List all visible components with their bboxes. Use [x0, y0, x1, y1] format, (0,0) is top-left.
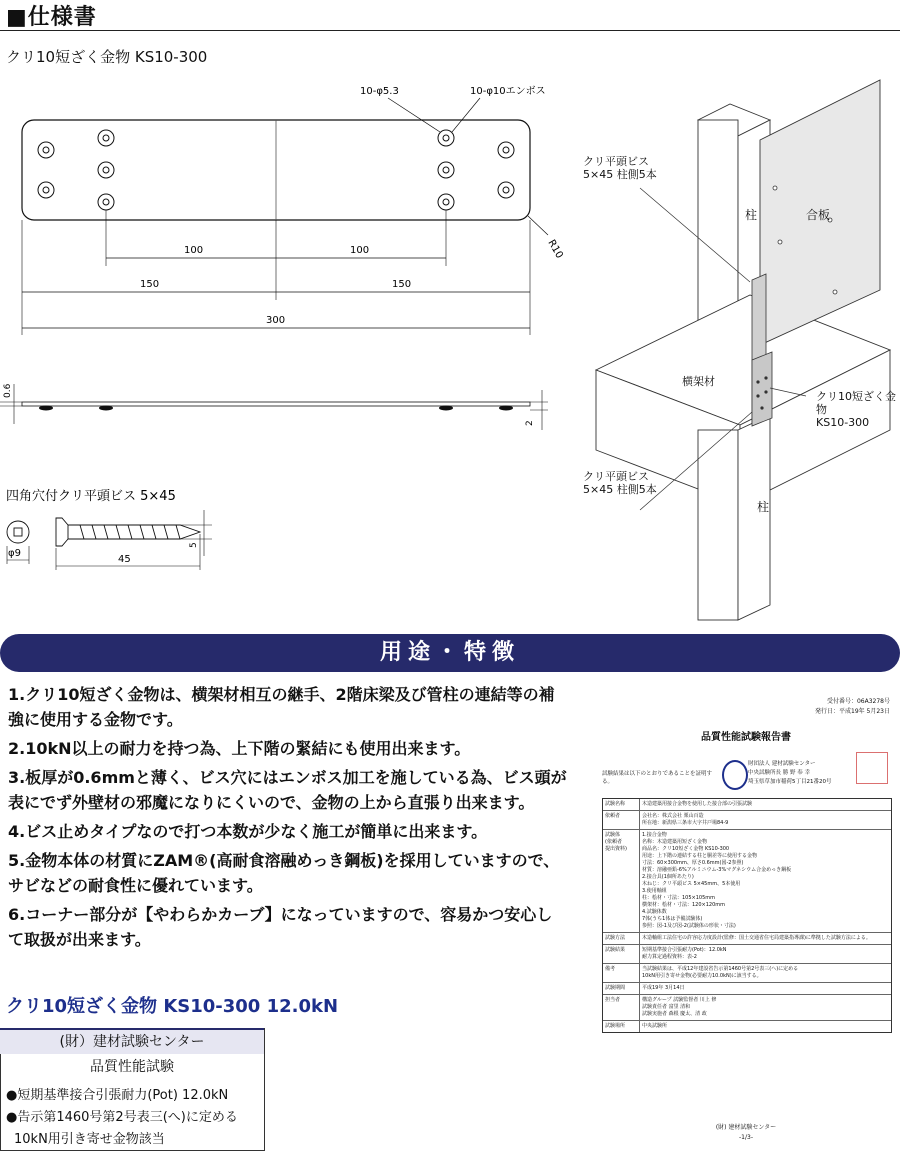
screw-title: 四角穴付クリ平頭ビス 5×45 — [6, 489, 176, 504]
report-ref-1: 受付番号：06A3278号 — [826, 698, 890, 705]
test-line-2: ●告示第1460号第2号表三(へ)に定める — [6, 1110, 238, 1125]
screw-head-dia: φ9 — [8, 548, 21, 559]
assembly-illustration — [580, 70, 900, 630]
dim-300: 300 — [266, 315, 286, 326]
report-intro: 試験結果は以下のとおりであることを証明する。 — [602, 771, 713, 785]
dim-150-right: 150 — [392, 279, 412, 290]
screw-bottom-label: クリ平頭ビス 5×45 柱側5本 — [583, 470, 657, 496]
report-row: 試験期間 平成19年 3月14日 — [603, 983, 891, 995]
screw-side-view — [56, 518, 200, 546]
report-footer: (財) 建材試験センター — [715, 1124, 777, 1131]
report-page: -1/3- — [739, 1134, 753, 1141]
dim-150-left: 150 — [140, 279, 160, 290]
test-report-document — [598, 690, 894, 1155]
test-org: (財）建材試験センター — [0, 1028, 264, 1054]
emboss-height-label: 2 — [525, 420, 535, 426]
test-line-1: ●短期基準接合引張耐力(Pot) 12.0kN — [6, 1088, 229, 1103]
test-line-3: 10kN用引き寄せ金物該当 — [14, 1132, 165, 1147]
report-row: 試験結果 短期基準接合引張耐力(Pot)：12.0kN 耐力算定過程資料：表-2 — [603, 945, 891, 964]
features-list — [8, 682, 568, 956]
emboss-label: 10-φ10エンボス — [470, 86, 546, 97]
radius-label: R10 — [545, 238, 565, 261]
plywood-label: 合板 — [806, 208, 831, 222]
strap-lower — [752, 352, 772, 426]
report-row: 試験方法 木造軸組工法住宅の許容応力度設計(監修：国土交通省住宅局建築指導課)に準拠した試験方法による。 — [603, 933, 891, 945]
report-row: 試験場所 中央試験所 — [603, 1021, 891, 1032]
plate-drawing — [0, 70, 580, 630]
feature-item: 4.ビス止めタイプなので打つ本数が少なく施工が簡単に出来ます。 — [8, 822, 488, 841]
screw-head-view — [7, 521, 29, 543]
right-holes — [438, 130, 514, 210]
feature-item: 5.金物本体の材質にZAM®(高耐食溶融めっき鋼板)を採用していますので、サビなどの耐食性に優れています。 — [8, 851, 560, 895]
beam-label: 横架材 — [682, 375, 715, 388]
features-banner-title: 用途・特徴 — [379, 640, 520, 665]
screw-length: 45 — [118, 554, 131, 565]
title-underline — [0, 30, 900, 31]
report-row: 担当者 構造グループ 試験監督者 川上 修 試験責任者 富里 清和 試験実施者 森根 慶太、清 政 — [603, 995, 891, 1021]
feature-item: 6.コーナー部分が【やわらかカーブ】になっていますので、容易かつ安心して取扱が出来ます。 — [8, 905, 553, 949]
feature-item: 1.クリ10短ざく金物は、横架材相互の継手、2階床梁及び管柱の連結等の補強に使用する金物です。 — [8, 685, 555, 729]
thickness-label: 0.6 — [3, 383, 13, 398]
report-row: 試験体 (依頼者 提出資料) 1.接合金物 名称：木造建築用短ざく金物 商品名：クリ10短ざく金物 KS10-300 用途：上下階の連結する柱と胴差等に使用する金物 寸法：60×300mm、厚さ0.6mm(図-2参照) 材質：溶融亜鉛-6%アルミニウム-3%マグネシウム合金めっき鋼板 2.接合具(1個所あたり) 木ねじ：クリ平頭ビス 5×45mm、5本使用 3.使用軸組 柱：桧材・寸法：105×105mm 横架材：桧材・寸法：120×120mm 4.試験体数 7体(うち1体は予備試験体) 参照：図-1及び図-2(試験体の形状・寸法) — [603, 830, 891, 933]
post-label-upper: 柱 — [745, 208, 758, 222]
hole-label: 10-φ5.3 — [360, 86, 399, 97]
report-ref-2: 発行日：平成19年 5月23日 — [815, 708, 890, 715]
issuer-logo-icon — [722, 760, 748, 790]
screw-top-label: クリ平頭ビス 5×45 柱側5本 — [583, 155, 657, 181]
feature-item: 2.10kN以上の耐力を持つ為、上下階の緊結にも使用出来ます。 — [8, 739, 471, 758]
feature-item: 3.板厚が0.6mmと薄く、ビス穴にはエンボス加工を施している為、ビス頭が表にでず外壁材の邪魔になりにくいので、金物の上から直張り出来ます。 — [8, 768, 567, 812]
post-label-lower: 柱 — [757, 500, 770, 514]
report-row: 備考 当試験結果は、平成12年建設省告示第1460号第2号表三(へ)に定める 10kN用引き寄せ金物(必要耐力10.0kN)に該当する。 — [603, 964, 891, 983]
report-issuer: 財団法人 建材試験センター 中央試験所長 勝 野 奉 幸 埼玉県草加市稲荷5丁目21番20号 — [748, 761, 832, 785]
report-row: 試験名称 木造建築用接合金物を使用した接合部の引張試験 — [603, 799, 891, 811]
official-seal-icon — [856, 752, 888, 784]
section-title: ■仕様書 — [6, 5, 97, 30]
plate-side-view — [22, 402, 530, 406]
product-subtitle: クリ10短ざく金物 KS10-300 — [6, 48, 208, 66]
left-holes — [38, 130, 114, 210]
strength-title: クリ10短ざく金物 KS10-300 12.0kN — [6, 996, 339, 1017]
report-title: 品質性能試験報告書 — [701, 732, 791, 743]
dim-100-left: 100 — [184, 245, 204, 256]
report-table — [602, 798, 892, 1033]
test-name: 品質性能試験 — [90, 1059, 174, 1075]
dim-100-right: 100 — [350, 245, 370, 256]
product-label: クリ10短ざく金物 KS10-300 — [816, 390, 896, 429]
screw-dia: 5 — [189, 542, 199, 548]
report-row: 依頼者 会社名：株式会社 栗山百造 所在地：新潟県三条市大字井戸場84-9 — [603, 811, 891, 830]
